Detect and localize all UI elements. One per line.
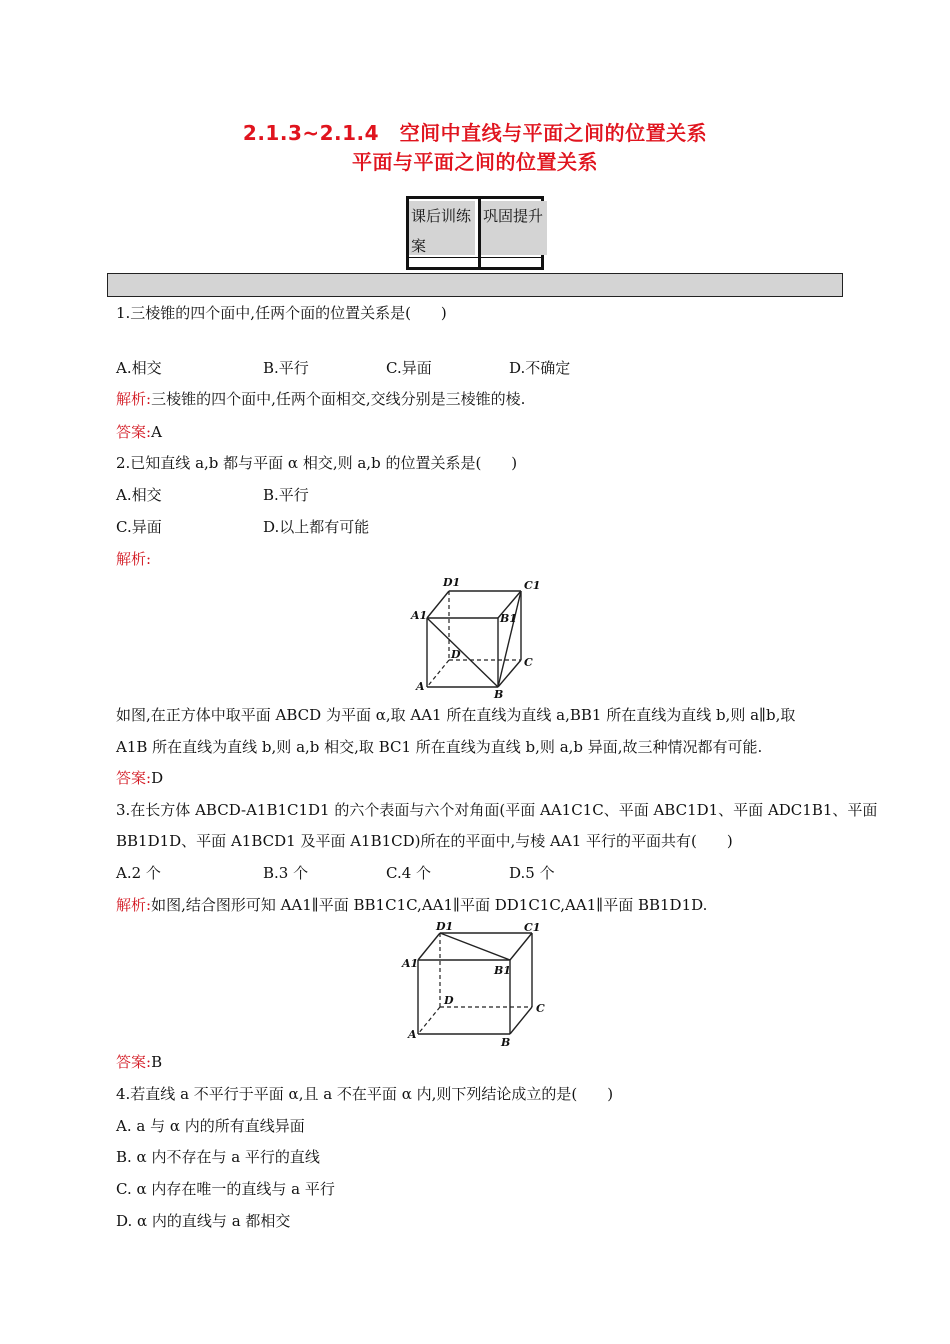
section-tag-right: 巩固提升 [481,201,547,255]
q3-analysis-label: 解析: [116,896,152,914]
fig1-label-c1: C1 [524,579,541,592]
q2-option-b: B.平行 [263,486,309,504]
q3-answer-label: 答案: [116,1053,152,1071]
q3-analysis-text: 如图,结合图形可知 AA1∥平面 BB1C1C,AA1∥平面 DD1C1C,AA1∥平面 BB1D1D. [151,896,708,914]
q2-explain-line2: A1B 所在直线为直线 b,则 a,b 相交,取 BC1 所在直线为直线 b,则 a,b 异面,故三种情况都有可能. [116,738,763,756]
header-bar [107,273,843,297]
q2-option-d: D.以上都有可能 [263,518,370,536]
q4-option-b: B. α 内不存在与 a 平行的直线 [116,1148,320,1166]
q3-box-figure [400,920,552,1048]
page-title: 2.1.3~2.1.4 空间中直线与平面之间的位置关系 [242,121,708,145]
q2-answer [116,767,163,788]
q3-stem-line2: BB1D1D、平面 A1BCD1 及平面 A1B1CD)所在的平面中,与棱 AA1 平行的平面共有( ) [116,832,733,850]
q3-answer [116,1051,162,1072]
section-tag-left: 课后训练案 [409,201,475,255]
fig1-label-a1: A1 [411,609,428,622]
q3-analysis [116,894,707,915]
q1-analysis [116,388,525,409]
q3-answer-value: B [151,1053,163,1071]
q4-option-d: D. α 内的直线与 a 都相交 [116,1212,291,1230]
q1-option-d: D.不确定 [509,359,571,377]
q3-option-a: A.2 个 [116,864,161,882]
q1-answer-label: 答案: [116,423,152,441]
section-tag [406,196,544,270]
q1-answer [116,421,162,442]
q3-option-d: D.5 个 [509,864,555,882]
q4-option-a: A. a 与 α 内的所有直线异面 [116,1117,305,1135]
q1-analysis-text: 三棱锥的四个面中,任两个面相交,交线分别是三棱锥的棱. [151,390,526,408]
q3-stem-line1: 3.在长方体 ABCD-A1B1C1D1 的六个表面与六个对角面(平面 AA1C1C、平面 ABC1D1、平面 ADC1B1、平面 [116,801,878,819]
fig1-label-d1: D1 [443,576,461,589]
fig2-label-a1: A1 [402,957,419,970]
q2-analysis-label: 解析: [116,550,152,568]
q2-option-a: A.相交 [116,486,162,504]
fig2-label-c1: C1 [524,921,541,934]
page-subtitle: 平面与平面之间的位置关系 [352,150,598,174]
fig2-label-c: C [536,1002,545,1015]
q1-option-b: B.平行 [263,359,309,377]
fig2-label-d: D [444,994,454,1007]
fig1-label-b: B [494,688,504,700]
q2-option-c: C.异面 [116,518,162,536]
fig2-label-b: B [501,1036,511,1048]
fig2-label-b1: B1 [494,964,511,977]
fig2-label-d1: D1 [436,920,454,933]
q1-stem: 1.三棱锥的四个面中,任两个面的位置关系是( ) [116,304,447,322]
q1-option-a: A.相交 [116,359,162,377]
q1-analysis-label: 解析: [116,390,152,408]
q1-answer-value: A [151,423,162,441]
q2-cube-figure [405,574,545,700]
fig2-label-a: A [408,1028,417,1041]
q2-answer-value: D [151,769,164,787]
fig1-label-d: D [451,648,461,661]
fig1-label-a: A [416,680,425,693]
q4-option-c: C. α 内存在唯一的直线与 a 平行 [116,1180,335,1198]
tag-bottom-line [409,257,541,258]
q4-stem: 4.若直线 a 不平行于平面 α,且 a 不在平面 α 内,则下列结论成立的是( ) [116,1085,614,1103]
q2-explain-line1: 如图,在正方体中取平面 ABCD 为平面 α,取 AA1 所在直线为直线 a,BB1 所在直线为直线 b,则 a∥b,取 [116,706,796,724]
q3-option-b: B.3 个 [263,864,309,882]
q2-answer-label: 答案: [116,769,152,787]
q1-option-c: C.异面 [386,359,432,377]
q2-stem: 2.已知直线 a,b 都与平面 α 相交,则 a,b 的位置关系是( ) [116,454,518,472]
fig1-label-c: C [524,656,533,669]
fig1-label-b1: B1 [500,612,517,625]
q3-option-c: C.4 个 [386,864,432,882]
